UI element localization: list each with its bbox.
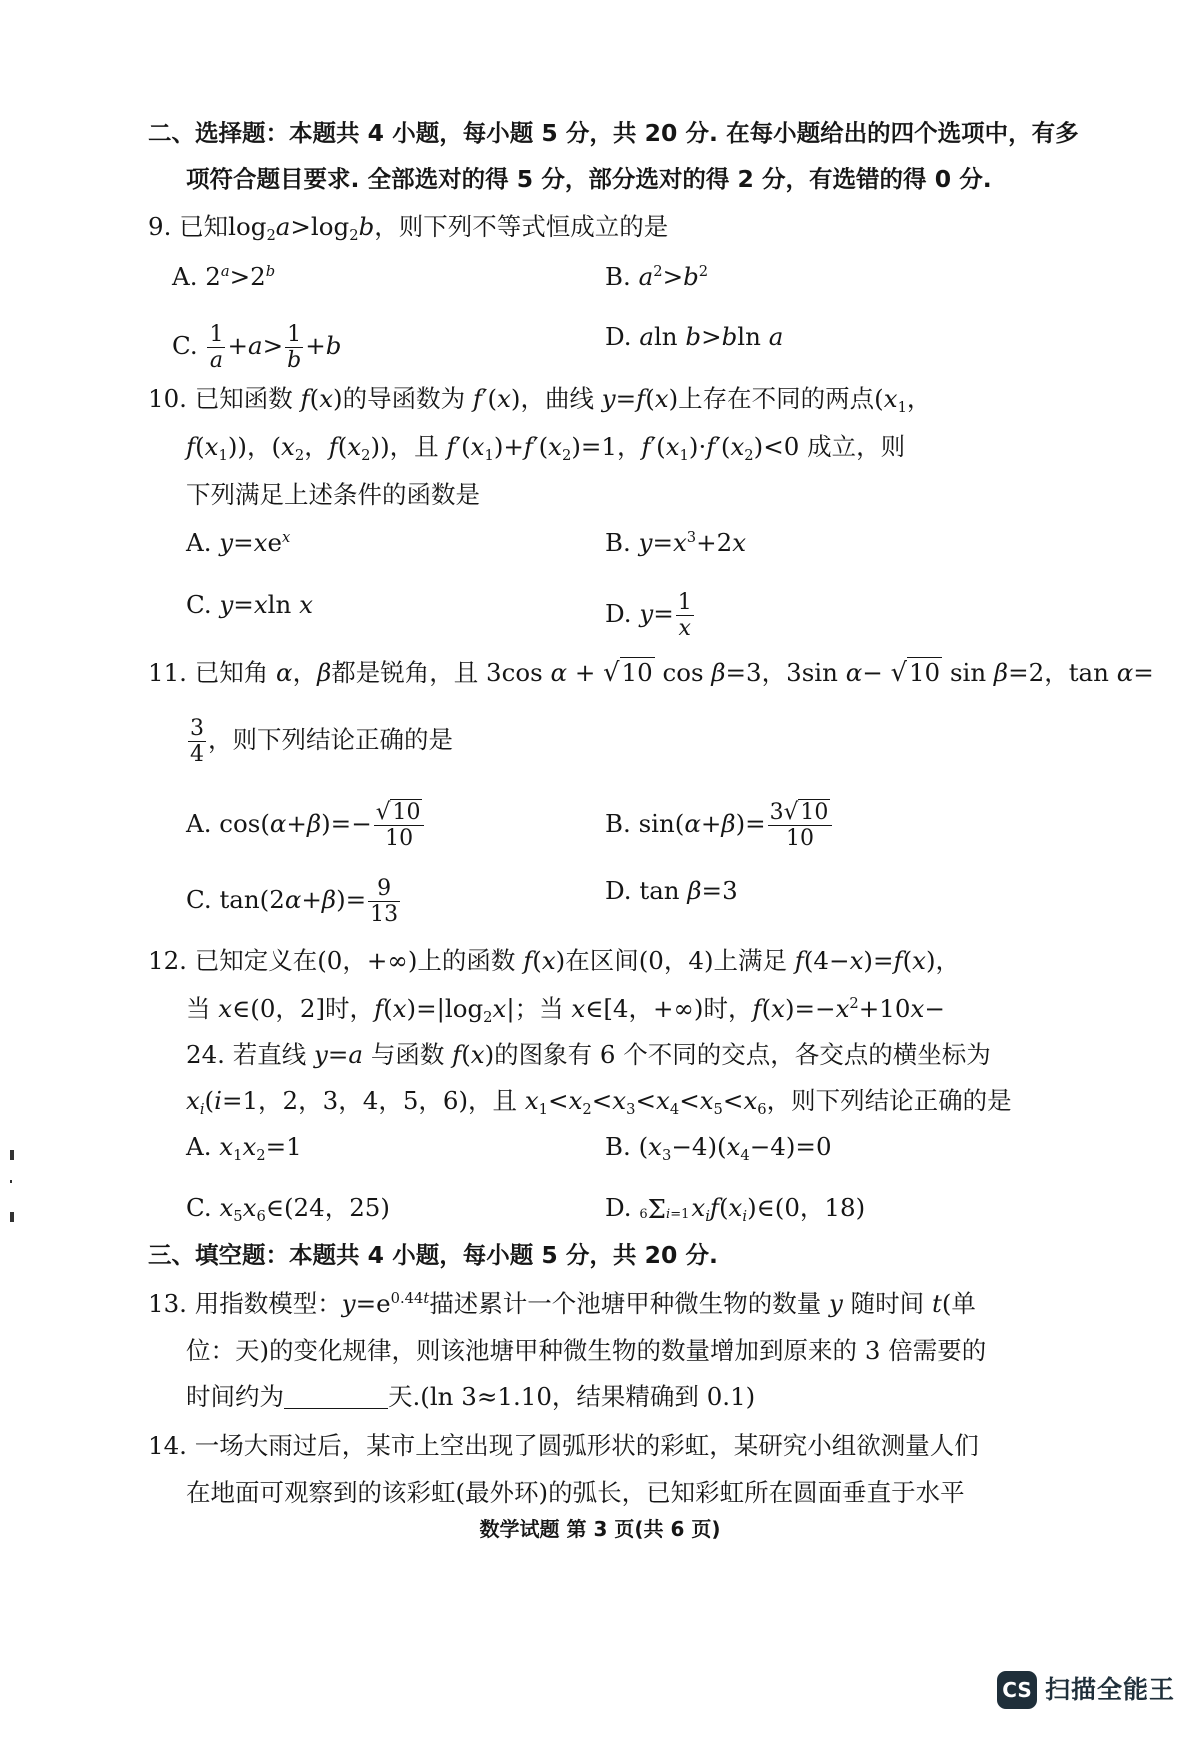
q14-stem-line1: 14. 一场大雨过后，某市上空出现了圆弧形状的彩虹，某研究小组欲测量人们 <box>148 1431 979 1460</box>
q9-option-b: B. $a^2>b^2$ <box>605 262 709 291</box>
q12-stem-line4: $x_i(i=1$，2，3，4，5，6)，且 $x_1<x_2<x_3<x_4<x_5<x_6$，则下列结论正确的是 <box>186 1086 1012 1119</box>
q13-stem-line1: 13. 用指数模型：$y=e^{0.44t}$描述累计一个池塘甲种微生物的数量 y 随时间 t(单 <box>148 1289 976 1318</box>
q10-stem-line2: $f(x_1)$)，($x_2$，$f(x_2)$)，且 $f'(x_1)+f'(x_2)=1$，$f'(x_1)\cdot f'(x_2)<0$ 成立，则 <box>186 432 906 465</box>
q9-option-a: A. $2^a>2^b$ <box>172 262 276 291</box>
q10-stem-line3: 下列满足上述条件的函数是 <box>186 480 480 509</box>
q12-option-d: D. $6\Sigma i=1x_if(x_i)\in(0$，18) <box>605 1193 866 1226</box>
q13-stem-line3: 时间约为 天.(ln 3≈1.10，结果精确到 0.1) <box>186 1382 756 1411</box>
q12-stem-line1: 12. 已知定义在(0，+∞)上的函数 f(x)在区间(0，4)上满足 f(4−x)=f(x)， <box>148 946 961 975</box>
q10-option-a: A. $y=xe^x$ <box>186 528 291 557</box>
q13-answer-blank[interactable] <box>284 1386 388 1409</box>
q11-option-b: B. sin(α+β)= $\frac{3√10}{10}$ <box>605 800 834 851</box>
q10-option-b: B. $y=x^3+2x$ <box>605 528 747 557</box>
q12-option-b: B. $(x_3-4)(x_4-4)=0$ <box>605 1132 832 1165</box>
section-3-heading: 三、填空题：本题共 4 小题，每小题 5 分，共 20 分. <box>148 1241 718 1269</box>
q11-option-d: D. tan β=3 <box>605 876 738 905</box>
q9-stem: 9. 已知$\log_2a>\log_2b$，则下列不等式恒成立的是 <box>148 212 669 245</box>
scan-binding-mark <box>10 1150 15 1225</box>
section-2-heading-cont: 项符合题目要求. 全部选对的得 5 分，部分选对的得 2 分，有选错的得 0 分. <box>186 165 992 193</box>
q14-stem-line2: 在地面可观察到的该彩虹(最外环)的弧长，已知彩虹所在圆面垂直于水平 <box>186 1478 965 1507</box>
q11-stem-line1: 11. 已知角 α，β都是锐角，且 3cos α + √10 cos β=3，3sin α− √10 sin β=2，tan α= <box>148 658 1154 688</box>
q13-stem-line2: 位：天)的变化规律，则该池塘甲种微生物的数量增加到原来的 3 倍需要的 <box>186 1336 987 1365</box>
q11-stem-line2: $\frac{3}{4}$ ，则下列结论正确的是 <box>190 716 453 767</box>
q11-option-c: C. tan(2α+β)= $\frac{9}{13}$ <box>186 876 399 927</box>
q12-stem-line3: 24. 若直线 y=a 与函数 f(x)的图象有 6 个不同的交点，各交点的横坐标为 <box>186 1040 991 1069</box>
q10-option-d: D. y= $\frac{1}{x}$ <box>605 590 692 641</box>
page-footer: 数学试题 第 3 页(共 6 页) <box>479 1517 721 1541</box>
section-2-heading: 二、选择题：本题共 4 小题，每小题 5 分，共 20 分. 在每小题给出的四个选项中，有多 <box>148 119 1079 147</box>
scanner-watermark-text: 扫描全能王 <box>1045 1675 1176 1704</box>
scanner-logo-icon: CS <box>997 1671 1037 1709</box>
scanner-watermark <box>997 1669 1187 1713</box>
q9-option-d: D. aln b>bln a <box>605 322 784 351</box>
q12-option-a: A. $x_1x_2=1$ <box>186 1132 302 1165</box>
q12-stem-line2: 当 x∈(0，2]时，$f(x)=|\log_2x|$；当 x∈[4，+∞)时，$f(x)=-x^2+10x-$ <box>186 994 945 1027</box>
q10-option-c: C. y=xln x <box>186 590 313 619</box>
q10-stem-line1: 10. 已知函数 f(x)的导函数为 f′(x)，曲线 y=f(x)上存在不同的两点($x_1$， <box>148 384 932 417</box>
q9-option-c: C. $\frac{1}{a}$ +a> $\frac{1}{b}$ +b <box>172 322 342 373</box>
q12-option-c: C. $x_5x_6\in(24$，25) <box>186 1193 390 1226</box>
q11-option-a: A. cos(α+β)=− $\frac{√10}{10}$ <box>186 800 426 851</box>
